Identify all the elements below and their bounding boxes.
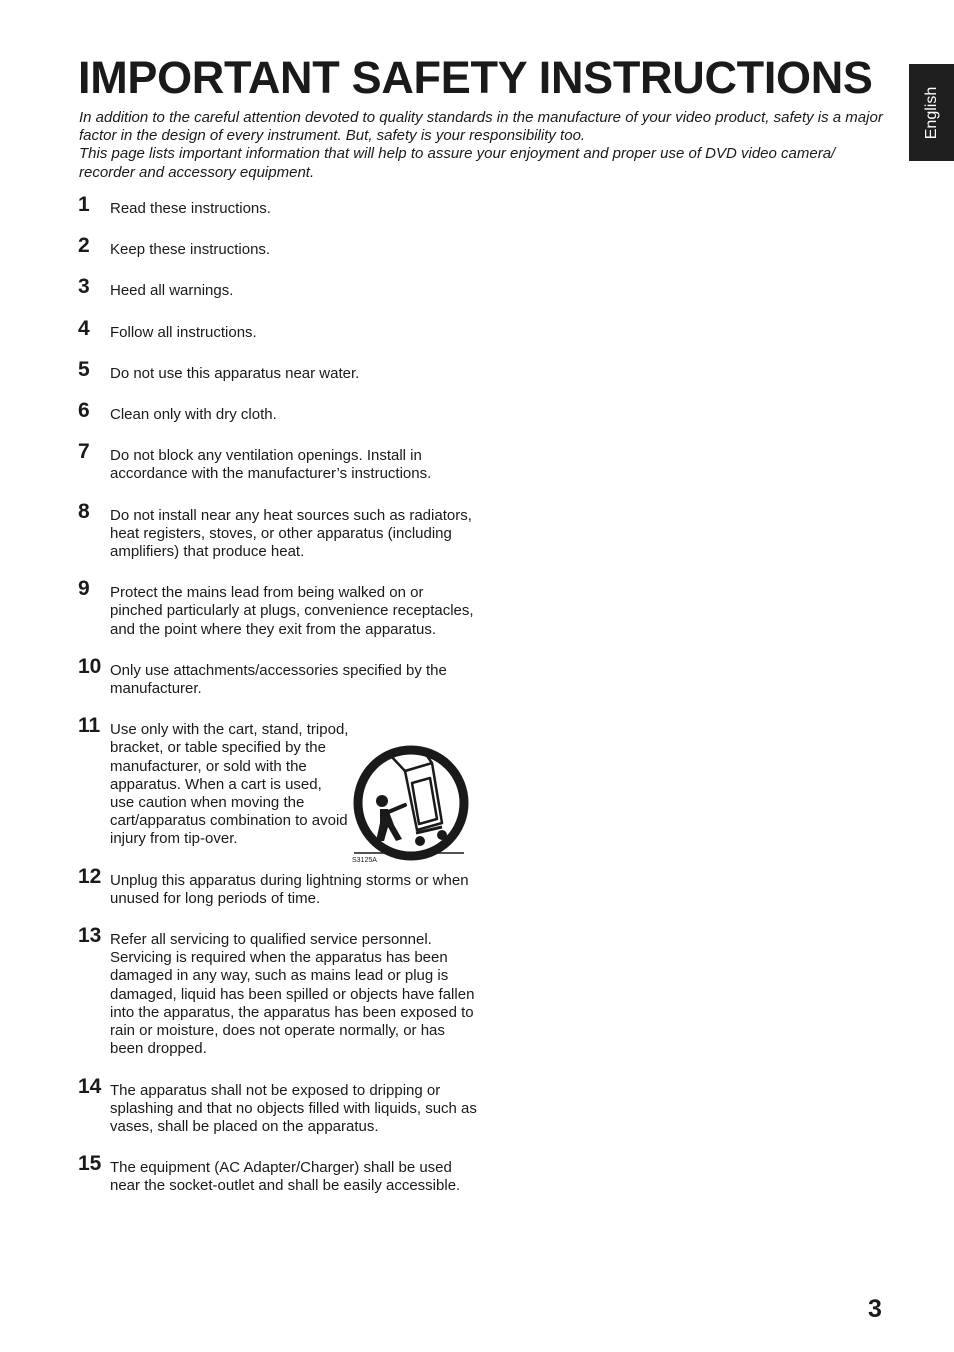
language-tab-label: English xyxy=(922,86,940,139)
list-item xyxy=(78,275,478,300)
list-item xyxy=(78,193,478,218)
item-text: The equipment (AC Adapter/Charger) shall be used near the socket-outlet and shall be easily accessible. xyxy=(110,1159,461,1195)
item-text: Refer all servicing to qualified service personnel. Servicing is required when the apparatus has been damaged in any way, such as mains lead or plug is damaged, liquid has been spilled or objects have fallen into the apparatus, the apparatus has been exposed to rain or moisture, does not operate normally, or has been dropped. xyxy=(110,931,475,1058)
list-item xyxy=(78,924,478,1058)
item-number: 4 xyxy=(78,316,90,340)
item-text: Do not use this apparatus near water. xyxy=(110,364,360,382)
item-text: Unplug this apparatus during lightning storms or when unused for long periods of time. xyxy=(110,871,469,907)
cart-tip-over-warning-icon xyxy=(350,743,472,868)
item-text: Do not block any ventilation openings. Install in accordance with the manufacturer’s instructions. xyxy=(110,447,432,483)
item-text: Read these instructions. xyxy=(110,200,271,217)
item-number: 3 xyxy=(78,275,90,299)
item-number: 9 xyxy=(78,577,90,601)
item-number: 13 xyxy=(78,924,102,948)
item-number: 5 xyxy=(78,357,90,381)
page-title: IMPORTANT SAFETY INSTRUCTIONS xyxy=(78,52,873,103)
item-text: Clean only with dry cloth. xyxy=(110,406,277,424)
list-item xyxy=(78,399,478,424)
item-number: 1 xyxy=(78,193,90,216)
item-number: 11 xyxy=(78,714,101,738)
item-number: 7 xyxy=(78,440,90,464)
list-item xyxy=(78,440,478,483)
list-item xyxy=(78,357,478,383)
list-item xyxy=(78,234,478,259)
item-number: 8 xyxy=(78,499,90,523)
item-text: The apparatus shall not be exposed to dripping or splashing and that no objects filled with liquids, such as vases, shall be placed on the apparatus. xyxy=(110,1081,477,1135)
item-text: Keep these instructions. xyxy=(110,241,271,259)
item-number: 2 xyxy=(78,234,90,258)
intro-paragraph: In addition to the careful attention devoted to quality standards in the manufacture of your video product, safety is a major factor in the design of every instrument. But, safety is your responsibility too. xyxy=(79,109,883,145)
list-item xyxy=(78,1074,478,1137)
figure-code: S3125A xyxy=(352,857,377,864)
item-text: Do not install near any heat sources such as radiators, heat registers, stoves, or other apparatus (including amplifiers) that produce heat. xyxy=(110,506,472,561)
intro-paragraph: This page lists important information that will help to assure your enjoyment and proper use of DVD video camera/ recorder and accessory equipment. xyxy=(79,145,836,181)
item-text: Follow all instructions. xyxy=(110,323,257,341)
item-number: 14 xyxy=(78,1074,102,1098)
item-text: Use only with the cart, stand, tripod, bracket, or table specified by the manufacturer, or sold with the apparatus. When a cart is used, use caution when moving the cart/apparatus combination to avoid injury from tip-over. xyxy=(110,721,349,848)
item-number: 6 xyxy=(78,399,90,423)
item-number: 12 xyxy=(78,864,102,888)
language-tab xyxy=(909,64,954,161)
page-number: 3 xyxy=(868,1295,882,1323)
intro-text xyxy=(79,109,894,182)
list-item xyxy=(78,499,478,562)
list-item xyxy=(78,316,478,342)
list-item xyxy=(78,577,478,639)
item-text: Heed all warnings. xyxy=(110,282,234,300)
list-item xyxy=(78,1152,478,1195)
list-item xyxy=(78,654,478,698)
item-text: Protect the mains lead from being walked on or pinched particularly at plugs, convenience receptacles, and the point where they exit from the apparatus. xyxy=(110,584,474,638)
instruction-list xyxy=(78,193,478,1196)
item-text: Only use attachments/accessories specified by the manufacturer. xyxy=(110,661,447,698)
item-number: 10 xyxy=(78,654,102,678)
list-item xyxy=(78,864,478,908)
item-number: 15 xyxy=(78,1152,102,1176)
